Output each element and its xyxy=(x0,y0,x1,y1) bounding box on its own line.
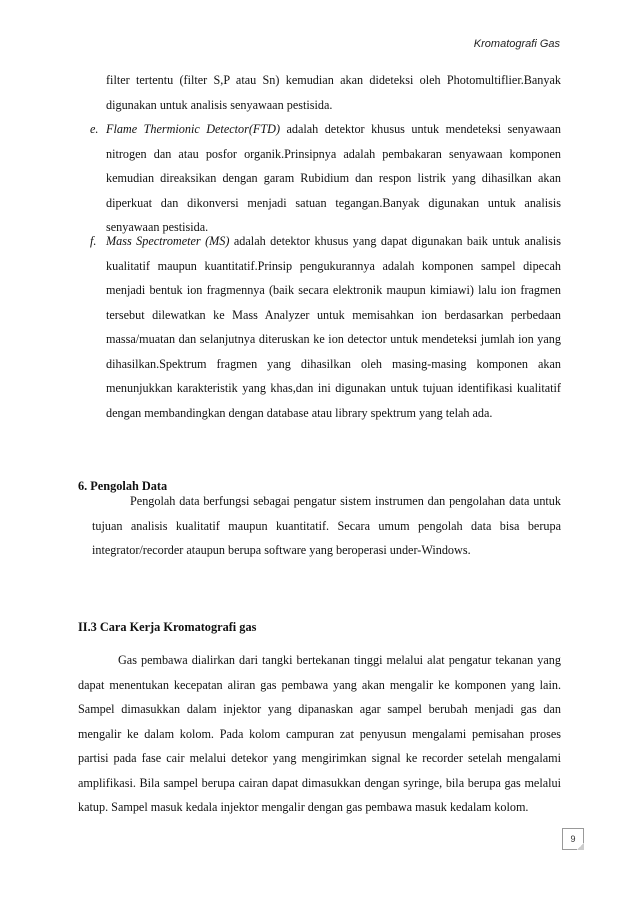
section-heading-pengolah-data: 6. Pengolah Data xyxy=(78,479,168,493)
page-number: 9 xyxy=(570,834,576,844)
list-marker-e: e. xyxy=(90,122,99,136)
list-item-d-continuation xyxy=(106,68,561,117)
paragraph-cara-kerja: Gas pembawa dialirkan dari tangki bertekanan tinggi melalui alat pengatur tekanan yang dapat menentukan kecepatan aliran gas pembawa yang akan mengalir ke komponen yang lain. Sampel dimasukkan dalam injektor yang dipanaskan agar sampel berubah menjadi gas dan mengalir ke dalam kolom. Pada kolom campuran zat penyusun mengalami pemisahan proses partisi pada fase cair melalui detekor yang mengirimkan signal ke recorder setelah mengalami amplifikasi. Bila sampel berupa cairan dapat dimasukkan dengan syringe, bila berupa gas melalui katup. Sampel masuk kedala injektor mengalir dengan gas pembawa masuk kedalam kolom. xyxy=(78,653,561,814)
list-item-f xyxy=(90,229,561,425)
list-marker-f: f. xyxy=(90,234,97,248)
list-text-f: adalah detektor khusus yang dapat digunakan baik untuk analisis kualitatif maupun kuantitatif.Prinsip pengukurannya adalah komponen sampel dipecah menjadi bentuk ion fragmennya (baik secara elektronik maupun kimiawi) lalu ion fragmen tersebut dilewatkan ke Mass Analyzer untuk memisahkan ion berdasarkan perbedaan massa/muatan dan selanjutnya diteruskan ke ion detector untuk mendeteksi jumlah ion yang dihasilkan.Spektrum fragmen yang dihasilkan oleh masing-masing komponen akan menunjukkan karakteristik yang khas,dan ini digunakan untuk tujuan identifikasi kualitatif dengan membandingkan dengan database atau library spektrum yang telah ada. xyxy=(106,234,561,420)
list-term-e: Flame Thermionic Detector(FTD) xyxy=(106,122,280,136)
list-item-d-text: filter tertentu (filter S,P atau Sn) kemudian akan dideteksi oleh Photomultiflier.Banyak digunakan untuk analisis senyawaan pestisida. xyxy=(106,73,561,112)
list-term-f: Mass Spectrometer (MS) xyxy=(106,234,230,248)
list-text-e: adalah detektor khusus untuk mendeteksi senyawaan nitrogen dan atau posfor organik.Prinsipnya adalah pembakaran senyawaan komponen kemudian direaksikan dengan garam Rubidium dan respon listrik yang dihasilkan akan diperkuat dan dikonversi menjadi satuan tegangan.Banyak digunakan untuk analisis senyawaan pestisida. xyxy=(106,122,561,234)
page-number-badge xyxy=(562,828,584,850)
section-heading-cara-kerja: II.3 Cara Kerja Kromatografi gas xyxy=(78,620,257,634)
list-item-e xyxy=(90,117,561,240)
paragraph-pengolah-data: Pengolah data berfungsi sebagai pengatur sistem instrumen dan pengolahan data untuk tujuan analisis kualitatif maupun kuantitatif. Secara umum pengolah data bisa berupa integrator/recorder ataupun berupa software yang beroperasi under-Windows. xyxy=(92,494,561,557)
running-header: Kromatografi Gas xyxy=(473,38,560,50)
